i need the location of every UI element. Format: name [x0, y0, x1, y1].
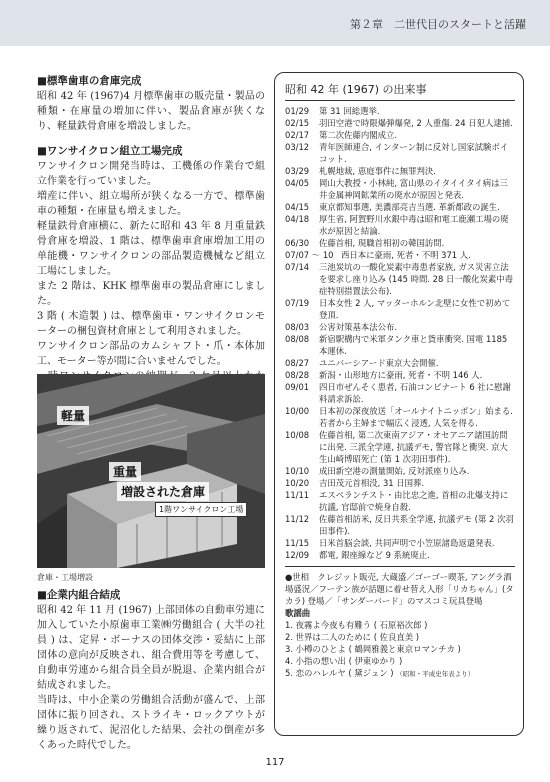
label-added-warehouse: 増設された倉庫: [117, 482, 209, 501]
event-text: 厚生省, 阿賀野川水銀中毒は昭和電工鹿瀬工場の廃水が原因と結論.: [319, 214, 509, 236]
event-row: [285, 513, 515, 537]
event-row: [285, 213, 515, 237]
event-text: 第二次佐藤内閣成立.: [319, 130, 398, 140]
event-row: [285, 429, 515, 465]
event-date: 08/03: [285, 322, 310, 332]
left-column-bottom: [37, 588, 265, 753]
union-paragraph-2: 当時は、中小企業の労働組合活動が盛んで、上部団体に振り回され、ストライキ・ロックアウトが繰り返されて、泥沼化した結果、会社の倒産が多くあった時代でした。: [37, 695, 265, 751]
left-column-top: [37, 74, 265, 414]
event-row: [285, 129, 515, 141]
assembly-paragraph-5: 3 階 ( 木造製 ) は、標準歯車・ワンサイクロンモーターの梱包資材倉庫として利用されました。: [37, 311, 265, 337]
event-row: [285, 477, 515, 489]
event-date: 11/12: [285, 514, 310, 524]
event-row: [285, 369, 515, 381]
event-text: ユニバーシアード東京大会開催.: [319, 358, 439, 368]
event-date: 07/07 ～ 10: [285, 250, 334, 260]
event-row: [285, 261, 515, 297]
label-heavy-steel: 重量: [109, 462, 141, 481]
event-text: 新宿駅構内で米軍タンク車と貨車衝突. 国電 1185 本運休.: [319, 334, 508, 356]
label-light-steel: 軽量: [57, 406, 89, 425]
event-text: 佐藤首相, 第二次東南アジア・オセアニア諸国訪問に出発. 三派全学連, 抗議デモ, 警官隊と衝突. 京大生山崎博昭死亡 (第 1 次羽田事件).: [319, 430, 508, 464]
events-box: [274, 72, 524, 736]
song-item: 3. 小樽のひとよ ( 鶴岡雅義と東京ロマンチカ ): [285, 644, 461, 654]
event-row: [285, 465, 515, 477]
event-text: 四日市ぜんそく患者, 石油コンビナート 6 社に慰謝料請求訴訟.: [319, 382, 511, 404]
warehouse-photo-image: [37, 374, 265, 568]
song-item: 2. 世界は二人のために ( 佐良直美 ): [285, 632, 420, 642]
event-text: 西日本に豪雨, 死者・不明 371 人.: [341, 250, 471, 260]
event-row: [285, 201, 515, 213]
event-text: 新潟・山形地方に豪雨, 死者・不明 146 人.: [319, 370, 483, 380]
section-heading-union: ■企業内組合結成: [37, 589, 121, 601]
event-row: [285, 177, 515, 201]
event-text: 佐藤首相, 現職首相初の韓国訪問.: [319, 238, 445, 248]
event-row: [285, 489, 515, 513]
header-bar: [0, 0, 550, 46]
event-text: 羽田空港で時限爆弾爆発, 2 人重傷. 24 日犯人逮捕.: [319, 118, 513, 128]
section-heading-assembly: ■ワンサイクロン組立工場完成: [37, 145, 183, 157]
event-date: 12/09: [285, 550, 310, 560]
event-text: 第 31 回総選挙.: [319, 106, 380, 116]
event-row: [285, 297, 515, 321]
event-date: 07/19: [285, 298, 310, 308]
song-item-last: [285, 667, 515, 680]
event-text: 都電, 銀座線など 9 系統廃止.: [319, 550, 430, 560]
assembly-paragraph-4: また 2 階は、KHK 標準歯車の製品倉庫にしました。: [37, 281, 265, 307]
event-row: [285, 117, 515, 129]
event-row: [285, 549, 515, 561]
event-date: 06/30: [285, 238, 310, 248]
label-factory-floor: 1階ワンサイクロン工場: [155, 502, 247, 517]
song-item: 5. 恋のハレルヤ ( 黛ジュン ): [285, 668, 394, 678]
event-row: [285, 165, 515, 177]
event-date: 04/15: [285, 202, 310, 212]
event-row: [285, 537, 515, 549]
warehouse-photo: [37, 374, 265, 568]
photo-caption: 倉庫・工場増設: [37, 573, 93, 582]
event-row: [285, 405, 515, 429]
event-date: 02/17: [285, 130, 310, 140]
event-row: [285, 141, 515, 165]
source-note: （昭和・平成史年表より）: [396, 670, 475, 678]
event-date: 07/14: [285, 262, 310, 272]
assembly-paragraph-2: 増産に伴い、組立場所が狭くなる一方で、標準歯車の種類・在庫量も増えました。: [37, 191, 265, 217]
union-paragraph-1: 昭和 42 年 11 月 (1967) 上部団体の自動車労連に加入していた小原歯車工業㈱労働組合 ( 大半の社員 ) は、定昇・ボーナスの団体交渉・妥結に上部団体の意向が反映され、組合費用等を考慮して、自動車労連から組合員全員が脱退、企業内組合が結成されました。: [37, 605, 265, 691]
events-box-title: 昭和 42 年 (1967) の出来事: [285, 81, 515, 101]
event-date: 03/29: [285, 166, 310, 176]
assembly-paragraph-1: ワンサイクロン開発当時は、工機係の作業台で組立作業を行っていました。: [37, 161, 265, 187]
event-date: 11/15: [285, 538, 310, 548]
event-text: 吉田茂元首相没, 31 日国葬.: [319, 478, 425, 488]
songs-heading: 歌謡曲: [285, 608, 311, 618]
assembly-paragraph-6: ワンサイクロン部品のカムシャフト・爪・本体加工、モーター等が間に合いませんでした。: [37, 341, 265, 367]
event-text: 岡山大教授・小林純, 富山県のイタイイタイ病は三井金属神岡鉱業所の廃水が原因と発表.: [319, 178, 508, 200]
event-text: 東京都知事選, 美濃部亮吉当選. 革新都政の誕生.: [319, 202, 500, 212]
event-date: 04/05: [285, 178, 310, 188]
event-row: [285, 321, 515, 333]
event-date: 03/12: [285, 142, 310, 152]
section-heading-warehouse: ■標準歯車の倉庫完成: [37, 75, 142, 87]
event-text: 佐藤首相訪米, 反日共系全学連, 抗議デモ (第 2 次羽田事件).: [319, 514, 514, 536]
event-text: エスペランチスト・由比忠之進, 首相の北爆支持に抗議, 官邸前で焼身自殺.: [319, 490, 509, 512]
event-row: [285, 105, 515, 117]
event-date: 10/20: [285, 478, 310, 488]
event-date: 10/10: [285, 466, 310, 476]
event-date: 10/00: [285, 406, 310, 416]
event-row: [285, 333, 515, 357]
event-date: 08/27: [285, 358, 310, 368]
section-text-warehouse: 昭和 42 年 (1967)4 月標準歯車の販売量・製品の種類・在庫量の増加に伴い、製品倉庫が狭くなり、軽量鉄骨倉庫を増設しました。: [37, 91, 265, 132]
event-text: 成田新空港の測量開始, 反対派座り込み.: [319, 466, 470, 476]
event-date: 02/15: [285, 118, 310, 128]
event-date: 09/01: [285, 382, 310, 392]
event-text: 日米首脳会談, 共同声明で小笠原諸島返還発表.: [319, 538, 495, 548]
song-item: 1. 夜霧よ今夜も有難う ( 石原裕次郎 ): [285, 620, 428, 630]
event-text: 日本初の深夜放送「オールナイトニッポン」始まる. 若者から主婦まで幅広く浸透, 人気を得る.: [319, 406, 513, 428]
event-text: 公害対策基本法公布.: [319, 322, 398, 332]
event-text: 札幌地裁, 恵庭事件に無罪判決.: [319, 166, 436, 176]
event-date: 08/28: [285, 370, 310, 380]
event-date: 10/08: [285, 430, 310, 440]
event-text: 青年医師連合, インターン制に反対し国家試験ボイコット.: [319, 142, 509, 164]
social-trends: ●世相 クレジット販売, 大蔵盛／ゴーゴー喫茶, アングラ酒場盛況／フーテン族が話題に着せ替え人形「リカちゃん」(タカラ) 登場／「サンダーバード」のマスコミ玩具登場: [285, 572, 514, 606]
event-row: [285, 381, 515, 405]
event-date: 11/11: [285, 490, 310, 500]
event-date: 04/18: [285, 214, 310, 224]
event-date: 08/08: [285, 334, 310, 344]
chapter-title: 第２章 二世代目のスタートと活躍: [350, 18, 526, 31]
events-list: [285, 105, 515, 561]
event-text: 日本女性 2 人, マッターホルン北壁に女性で初めて登頂.: [319, 298, 511, 320]
page-number: 117: [265, 757, 285, 768]
event-row: [285, 249, 515, 261]
event-row: [285, 357, 515, 369]
event-date: 01/29: [285, 106, 310, 116]
song-item: 4. 小指の想い出 ( 伊東ゆかり ): [285, 656, 403, 666]
event-text: 三池炭坑の一酸化炭素中毒患者家族, ガス災害立法を要求し座り込み (145 時間. 28 日一酸化炭素中毒症特別措置法公布).: [319, 262, 513, 296]
box-divider: [285, 566, 515, 567]
assembly-paragraph-3: 軽量鉄骨倉庫横に、新たに昭和 43 年 8 月重量鉄骨倉庫を増設、1 階は、標準歯車倉庫増加工用の单能機・ワンサイクロンの部品製造機械など組立工場にしました。: [37, 221, 265, 277]
event-row: [285, 237, 515, 249]
